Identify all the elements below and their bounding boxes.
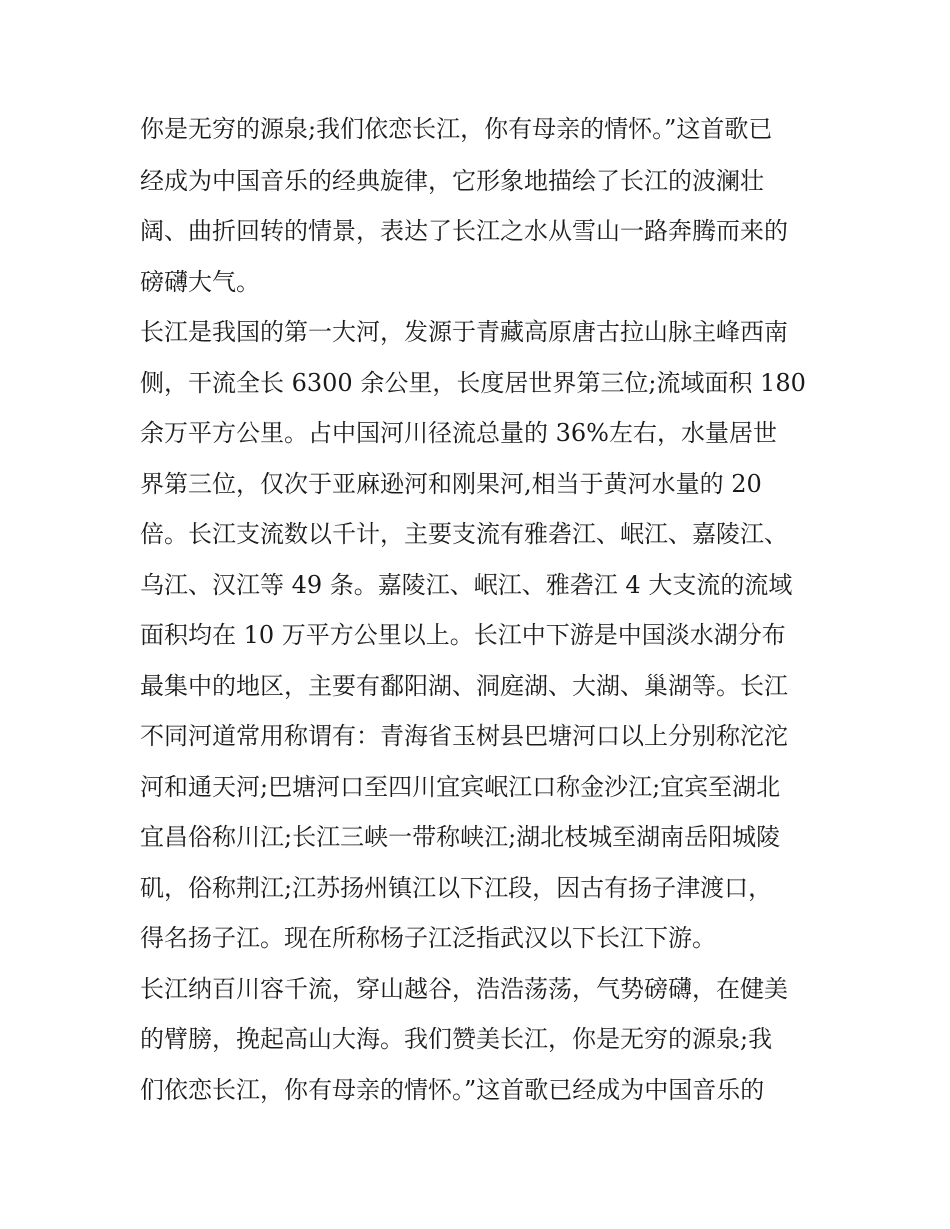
- text-line: 界第三位，仅次于亚麻逊河和刚果河,相当于黄河水量的 20: [140, 470, 762, 498]
- text-line: 矶，俗称荆江;江苏扬州镇江以下江段，因古有扬子津渡口，: [140, 874, 773, 902]
- text-line: 侧，干流全长 6300 余公里，长度居世界第三位;流域面积 180: [140, 369, 806, 397]
- text-line: 最集中的地区，主要有鄱阳湖、洞庭湖、大湖、巢湖等。长江: [140, 672, 788, 700]
- text-line: 乌江、汉江等 49 条。嘉陵江、岷江、雅砻江 4 大支流的流域: [140, 571, 793, 599]
- text-line: 你是无穷的源泉;我们依恋长江，你有母亲的情怀。”这首歌已: [140, 115, 773, 143]
- text-line: 余万平方公里。占中国河川径流总量的 36%左右，水量居世: [140, 419, 777, 447]
- text-line: 长江是我国的第一大河，发源于青藏高原唐古拉山脉主峰西南: [140, 318, 788, 346]
- text-line: 们依恋长江，你有母亲的情怀。”这首歌已经成为中国音乐的: [140, 1076, 765, 1104]
- text-line: 不同河道常用称谓有：青海省玉树县巴塘河口以上分别称沱沱: [140, 722, 788, 750]
- text-line: 面积均在 10 万平方公里以上。长江中下游是中国淡水湖分布: [140, 621, 786, 649]
- text-line: 河和通天河;巴塘河口至四川宜宾岷江口称金沙江;宜宾至湖北: [140, 773, 781, 801]
- text-line: 磅礴大气。: [140, 268, 260, 296]
- text-line: 经成为中国音乐的经典旋律，它形象地描绘了长江的波澜壮: [140, 167, 764, 195]
- text-line: 得名扬子江。现在所称杨子江泛指武汉以下长江下游。: [140, 924, 716, 952]
- text-line: 阔、曲折回转的情景，表达了长江之水从雪山一路奔腾而来的: [140, 217, 788, 245]
- text-line: 宜昌俗称川江;长江三峡一带称峡江;湖北枝城至湖南岳阳城陵: [140, 823, 781, 851]
- text-line: 倍。长江支流数以千计，主要支流有雅砻江、岷江、嘉陵江、: [140, 520, 788, 548]
- text-line: 的臂膀，挽起高山大海。我们赞美长江，你是无穷的源泉;我: [140, 1025, 773, 1053]
- text-line: 长江纳百川容千流，穿山越谷，浩浩荡荡，气势磅礴，在健美: [140, 975, 788, 1003]
